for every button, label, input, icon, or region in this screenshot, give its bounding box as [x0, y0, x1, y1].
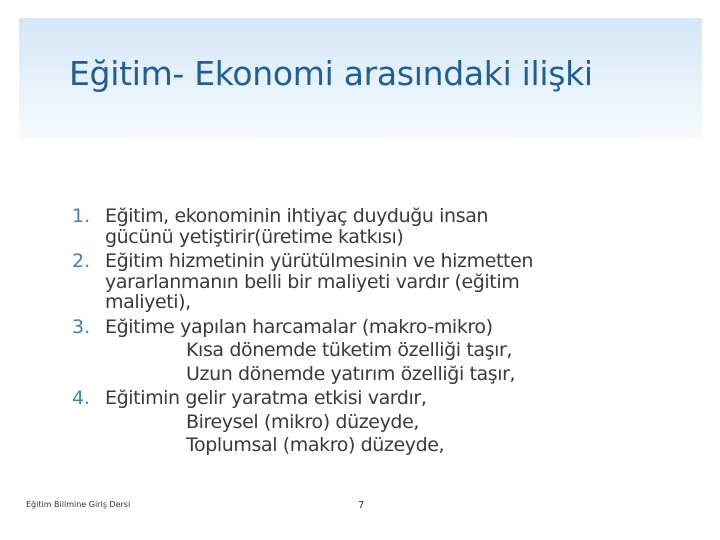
list-line: maliyeti),: [105, 291, 191, 313]
list-subline: Kısa dönemde tüketim özelliği taşır,: [186, 339, 513, 361]
list-line: gücünü yetiştirir(üretime katkısı): [105, 225, 404, 248]
list-line: Eğitim hizmetinin yürütülmesinin ve hizmetten: [105, 250, 534, 272]
list-line: Eğitimin gelir yaratma etkisi vardır,: [105, 387, 427, 409]
footer-course-name: Eğitim Bilimine Giriş Dersi: [26, 500, 131, 509]
list-line: Eğitim, ekonominin ihtiyaç duyduğu insan: [105, 205, 489, 227]
list-number: 1.: [72, 205, 91, 227]
list-item: [72, 206, 672, 247]
list-item: [72, 251, 672, 313]
numbered-list: [72, 206, 672, 456]
list-subline: Uzun dönemde yatırım özelliği taşır,: [186, 362, 516, 385]
list-line: yararlanmanın belli bir maliyeti vardır (eğitim: [105, 270, 520, 293]
list-item: [72, 317, 672, 385]
list-number: 2.: [72, 250, 91, 272]
list-number: 3.: [72, 315, 91, 338]
list-item: [72, 388, 672, 456]
list-subline: Toplumsal (makro) düzeyde,: [186, 434, 445, 456]
list-number: 4.: [72, 387, 91, 409]
slide-title: Eğitim- Ekonomi arasındaki ilişki: [69, 54, 593, 93]
list-line: Eğitime yapılan harcamalar (makro-mikro): [105, 315, 493, 338]
list-subline: Bireysel (mikro) düzeyde,: [186, 410, 420, 433]
page-number: 7: [358, 500, 365, 511]
